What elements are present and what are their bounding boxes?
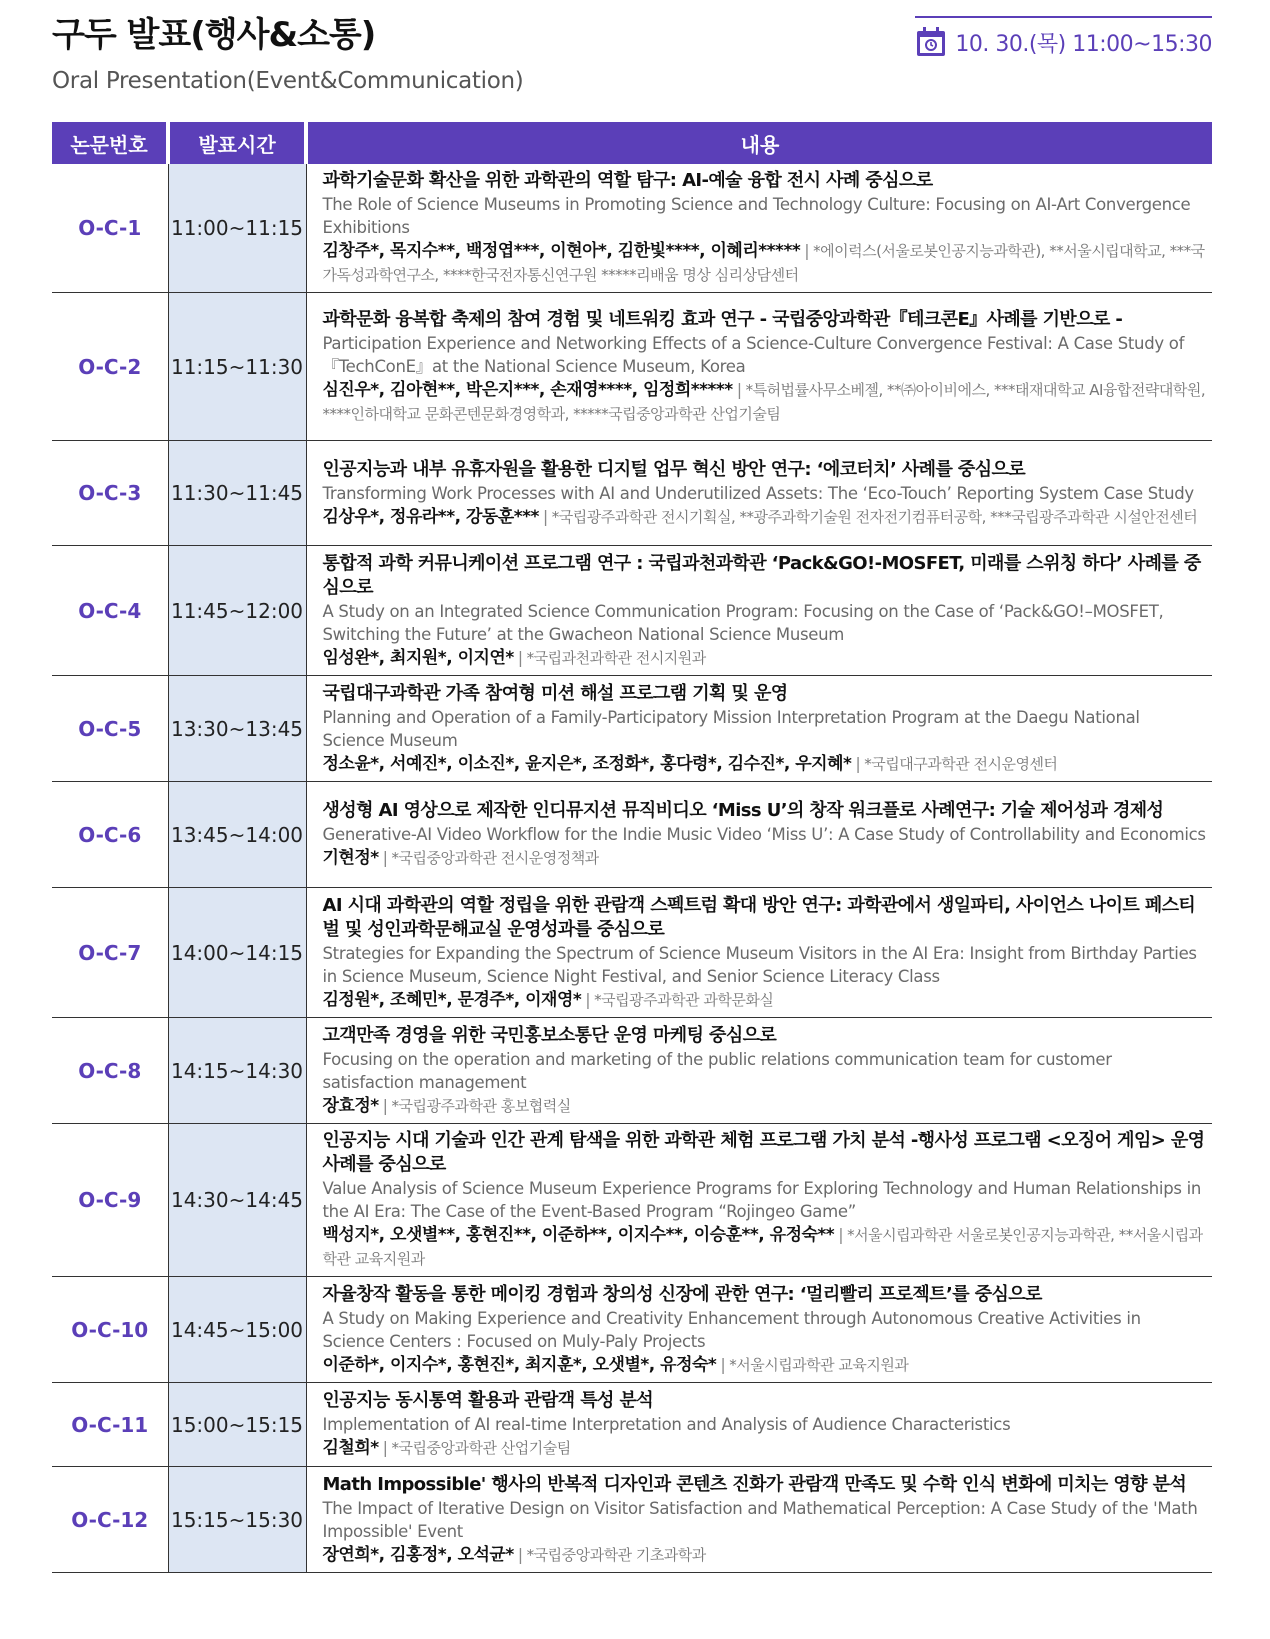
affiliations: *국립과천과학관 전시지원과: [526, 648, 706, 667]
presentation-content: [306, 782, 1212, 888]
authors-line: [323, 752, 1207, 776]
separator: |: [838, 1225, 844, 1244]
english-title: A Study on an Integrated Science Communication Program: Focusing on the Case of ‘Pack&GO!–MOSFET, Switching the Future’ at the Gwacheon National Science Museum: [322, 601, 1164, 644]
korean-title: 고객만족 경영을 위한 국민홍보소통단 운영 마케팅 중심으로: [322, 1024, 777, 1046]
presentation-time: 11:30~11:45: [168, 441, 306, 546]
authors-line: [323, 1094, 1207, 1118]
affiliations: *국립광주과학관 전시기획실, **광주과학기술원 전자전기컴퓨터공학, ***국립광주과학관 시설안전센터: [551, 507, 1198, 526]
separator: |: [542, 506, 548, 526]
table-row: [52, 164, 1212, 293]
authors-line: [323, 646, 1207, 670]
authors: 장연희*, 김홍정*, 오석균*: [322, 1544, 514, 1565]
presentation-table: [52, 122, 1212, 1573]
affiliations: *국립중앙과학관 산업기술팀: [391, 1439, 571, 1457]
authors-line: [323, 1543, 1207, 1567]
table-row: [52, 888, 1212, 1018]
paper-number: O-C-11: [52, 1383, 168, 1467]
presentation-content: [306, 293, 1212, 441]
presentation-time: 14:15~14:30: [168, 1018, 306, 1124]
english-title: Strategies for Expanding the Spectrum of Science Museum Visitors in the AI Era: Insight from Birthday Parties in Science Museum, Science Night Festival, and Senior Science Literacy Class: [322, 943, 1197, 986]
affiliations: *국립광주과학관 과학문화실: [594, 990, 774, 1009]
separator: |: [517, 1544, 523, 1564]
presentation-time: 15:15~15:30: [168, 1467, 306, 1573]
paper-number: O-C-3: [52, 441, 168, 546]
paper-number: O-C-9: [52, 1124, 168, 1277]
affiliations: *특허법률사무소베젤, **㈜아이비에스, ***태재대학교 AI융합전략대학원, ****인하대학교 문화콘텐문화경영학과, *****국립중앙과학관 산업기술팀: [322, 380, 1206, 423]
table-row: [52, 676, 1212, 782]
english-title: Planning and Operation of a Family-Participatory Mission Interpretation Program at the Daegu National Science Museum: [322, 707, 1140, 750]
separator: |: [855, 753, 861, 773]
presentation-time: 14:00~14:15: [168, 888, 306, 1018]
english-title: The Impact of Iterative Design on Visitor Satisfaction and Mathematical Perception: A Case Study of the 'Math Impossible' Event: [322, 1498, 1198, 1541]
authors-line: [323, 1353, 1207, 1377]
affiliations: *서울시립과학관 서울로봇인공지능과학관, **서울시립과학관 교육지원과: [322, 1226, 1203, 1268]
presentation-time: 13:45~14:00: [168, 782, 306, 888]
affiliations: *에이럭스(서울로봇인공지능과학관), **서울시립대학교, ***국가독성과학연구소, ****한국전자통신연구원 *****리배움 명상 심리상담센터: [322, 242, 1205, 284]
page-header: [52, 14, 1212, 104]
english-title: A Study on Making Experience and Creativity Enhancement through Autonomous Creative Activities in Science Centers : Focused on Muly-Paly Projects: [322, 1308, 1141, 1351]
presentation-content: [306, 1277, 1212, 1383]
korean-title: 인공지능 시대 기술과 인간 관계 탐색을 위한 과학관 체험 프로그램 가치 분석 -행사성 프로그램 <오징어 게임> 운영 사례를 중심으로: [322, 1130, 1205, 1175]
table-row: [52, 546, 1212, 676]
authors-line: [323, 505, 1207, 529]
affiliations: *국립광주과학관 홍보협력실: [391, 1096, 571, 1115]
separator: |: [517, 647, 523, 667]
affiliations: *국립대구과학관 전시운영센터: [864, 754, 1058, 773]
authors-line: [323, 988, 1207, 1012]
table-row: [52, 1018, 1212, 1124]
english-title: Generative-AI Video Workflow for the Indie Music Video ‘Miss U’: A Case Study of Controllability and Economics: [322, 825, 1206, 844]
presentation-time: 13:30~13:45: [168, 676, 306, 782]
affiliations: *서울시립과학관 교육지원과: [729, 1355, 909, 1374]
session-date: 10. 30.(목) 11:00~15:30: [955, 31, 1212, 57]
authors: 심진우*, 김아현**, 박은지***, 손재영****, 임정희*****: [322, 379, 733, 400]
authors: 김정원*, 조혜민*, 문경주*, 이재영*: [322, 989, 582, 1010]
presentation-content: [306, 888, 1212, 1018]
separator: |: [804, 241, 810, 260]
presentation-content: [306, 546, 1212, 676]
authors: 이준하*, 이지수*, 홍현진*, 최지훈*, 오샛별*, 유정숙*: [322, 1354, 717, 1375]
authors: 김철희*: [322, 1438, 379, 1458]
korean-title: 통합적 과학 커뮤니케이션 프로그램 연구 : 국립과천과학관 ‘Pack&GO!-MOSFET, 미래를 스위칭 하다’ 사례를 중심으로: [322, 552, 1201, 598]
korean-title: 과학문화 융복합 축제의 참여 경험 및 네트워킹 효과 연구 - 국립중앙과학관『테크콘E』사례를 기반으로 -: [322, 308, 1123, 330]
authors-line: [323, 239, 1207, 287]
presentation-time: 15:00~15:15: [168, 1383, 306, 1467]
table-row: [52, 441, 1212, 546]
paper-number: O-C-5: [52, 676, 168, 782]
affiliations: *국립중앙과학관 전시운영정책과: [391, 849, 599, 867]
korean-title: AI 시대 과학관의 역할 정립을 위한 관람객 스펙트럼 확대 방안 연구: 과학관에서 생일파티, 사이언스 나이트 페스티벌 및 성인과학문해교실 운영성과를 중심으로: [322, 894, 1196, 940]
english-title: Transforming Work Processes with AI and Underutilized Assets: The ‘Eco-Touch’ Reporting System Case Study: [322, 483, 1194, 503]
presentation-content: [306, 441, 1212, 546]
table-row: [52, 1277, 1212, 1383]
korean-title: 인공지능 동시통역 활용과 관람객 특성 분석: [322, 1390, 654, 1411]
korean-title: 국립대구과학관 가족 참여형 미션 해설 프로그램 기획 및 운영: [322, 682, 788, 704]
presentation-content: [306, 1467, 1212, 1573]
presentation-content: [306, 676, 1212, 782]
paper-number: O-C-4: [52, 546, 168, 676]
authors: 정소윤*, 서예진*, 이소진*, 윤지은*, 조정화*, 홍다령*, 김수진*, 우지혜*: [322, 753, 852, 774]
presentation-time: 14:30~14:45: [168, 1124, 306, 1277]
session-date-box: [915, 16, 1212, 58]
korean-title: 생성형 AI 영상으로 제작한 인디뮤지션 뮤직비디오 ‘Miss U’의 창작 워크플로 사례연구: 기술 제어성과 경제성: [322, 800, 1164, 821]
authors: 김상우*, 정유라**, 강동훈***: [322, 506, 539, 527]
korean-title: 과학기술문화 확산을 위한 과학관의 역할 탐구: AI-예술 융합 전시 사례 중심으로: [322, 170, 933, 191]
paper-number: O-C-8: [52, 1018, 168, 1124]
presentation-content: [306, 1124, 1212, 1277]
paper-number: O-C-10: [52, 1277, 168, 1383]
authors: 김창주*, 목지수**, 백정엽***, 이현아*, 김한빛****, 이혜리*****: [322, 241, 801, 261]
presentation-content: [306, 164, 1212, 293]
presentation-time: 11:15~11:30: [168, 293, 306, 441]
authors-line: [323, 846, 1207, 870]
korean-title: 인공지능과 내부 유휴자원을 활용한 디지털 업무 혁신 방안 연구: ‘에코터치’ 사례를 중심으로: [322, 458, 1026, 480]
english-title: Focusing on the operation and marketing of the public relations communication team for customer satisfaction management: [322, 1049, 1112, 1092]
separator: |: [736, 379, 742, 399]
paper-number: O-C-12: [52, 1467, 168, 1573]
paper-number: O-C-2: [52, 293, 168, 441]
authors: 임성완*, 최지원*, 이지연*: [322, 647, 514, 668]
presentation-content: [306, 1018, 1212, 1124]
korean-title: 자율창작 활동을 통한 메이킹 경험과 창의성 신장에 관한 연구: ‘멀리빨리 프로젝트’를 중심으로: [322, 1283, 1042, 1305]
authors: 장효정*: [322, 1095, 379, 1116]
table-row: [52, 293, 1212, 441]
separator: |: [382, 1095, 388, 1115]
table-row: [52, 782, 1212, 888]
affiliations: *국립중앙과학관 기초과학과: [526, 1545, 706, 1564]
authors-line: [323, 1223, 1207, 1271]
authors: 기현정*: [322, 848, 379, 868]
paper-number: O-C-6: [52, 782, 168, 888]
presentation-time: 14:45~15:00: [168, 1277, 306, 1383]
table-row: [52, 1124, 1212, 1277]
presentation-time: 11:00~11:15: [168, 164, 306, 293]
english-title: Participation Experience and Networking Effects of a Science-Culture Convergence Festival: A Case Study of『TechConE』at the National Science Museum, Korea: [322, 333, 1185, 376]
separator: |: [720, 1354, 726, 1374]
separator: |: [585, 989, 591, 1009]
english-title: Implementation of AI real-time Interpretation and Analysis of Audience Characteristics: [322, 1415, 1011, 1434]
page-subtitle: Oral Presentation(Event&Communication): [52, 68, 524, 94]
table-row: [52, 1383, 1212, 1467]
separator: |: [382, 1438, 388, 1457]
english-title: Value Analysis of Science Museum Experience Programs for Exploring Technology and Human Relationships in the AI Era: The Case of the Event-Based Program “Rojingeo Game”: [322, 1179, 1202, 1221]
english-title: The Role of Science Museums in Promoting Science and Technology Culture: Focusing on AI-Art Convergence Exhibitions: [322, 195, 1191, 237]
paper-number: O-C-1: [52, 164, 168, 293]
column-header-paper-number: 논문번호: [52, 122, 168, 164]
column-header-content: 내용: [306, 122, 1212, 164]
table-header-row: [52, 122, 1212, 164]
paper-number: O-C-7: [52, 888, 168, 1018]
korean-title: Math Impossible' 행사의 반복적 디자인과 콘텐츠 진화가 관람객 만족도 및 수학 인식 변화에 미치는 영향 분석: [322, 1473, 1187, 1495]
presentation-content: [306, 1383, 1212, 1467]
authors: 백성지*, 오샛별**, 홍현진**, 이준하**, 이지수**, 이승훈**, 유정숙**: [322, 1225, 835, 1245]
calendar-icon: [915, 26, 947, 58]
authors-line: [323, 378, 1207, 426]
authors-line: [323, 1436, 1207, 1460]
table-row: [52, 1467, 1212, 1573]
column-header-time: 발표시간: [168, 122, 306, 164]
presentation-time: 11:45~12:00: [168, 546, 306, 676]
separator: |: [382, 848, 388, 867]
page-title: 구두 발표(행사&소통): [52, 15, 376, 55]
